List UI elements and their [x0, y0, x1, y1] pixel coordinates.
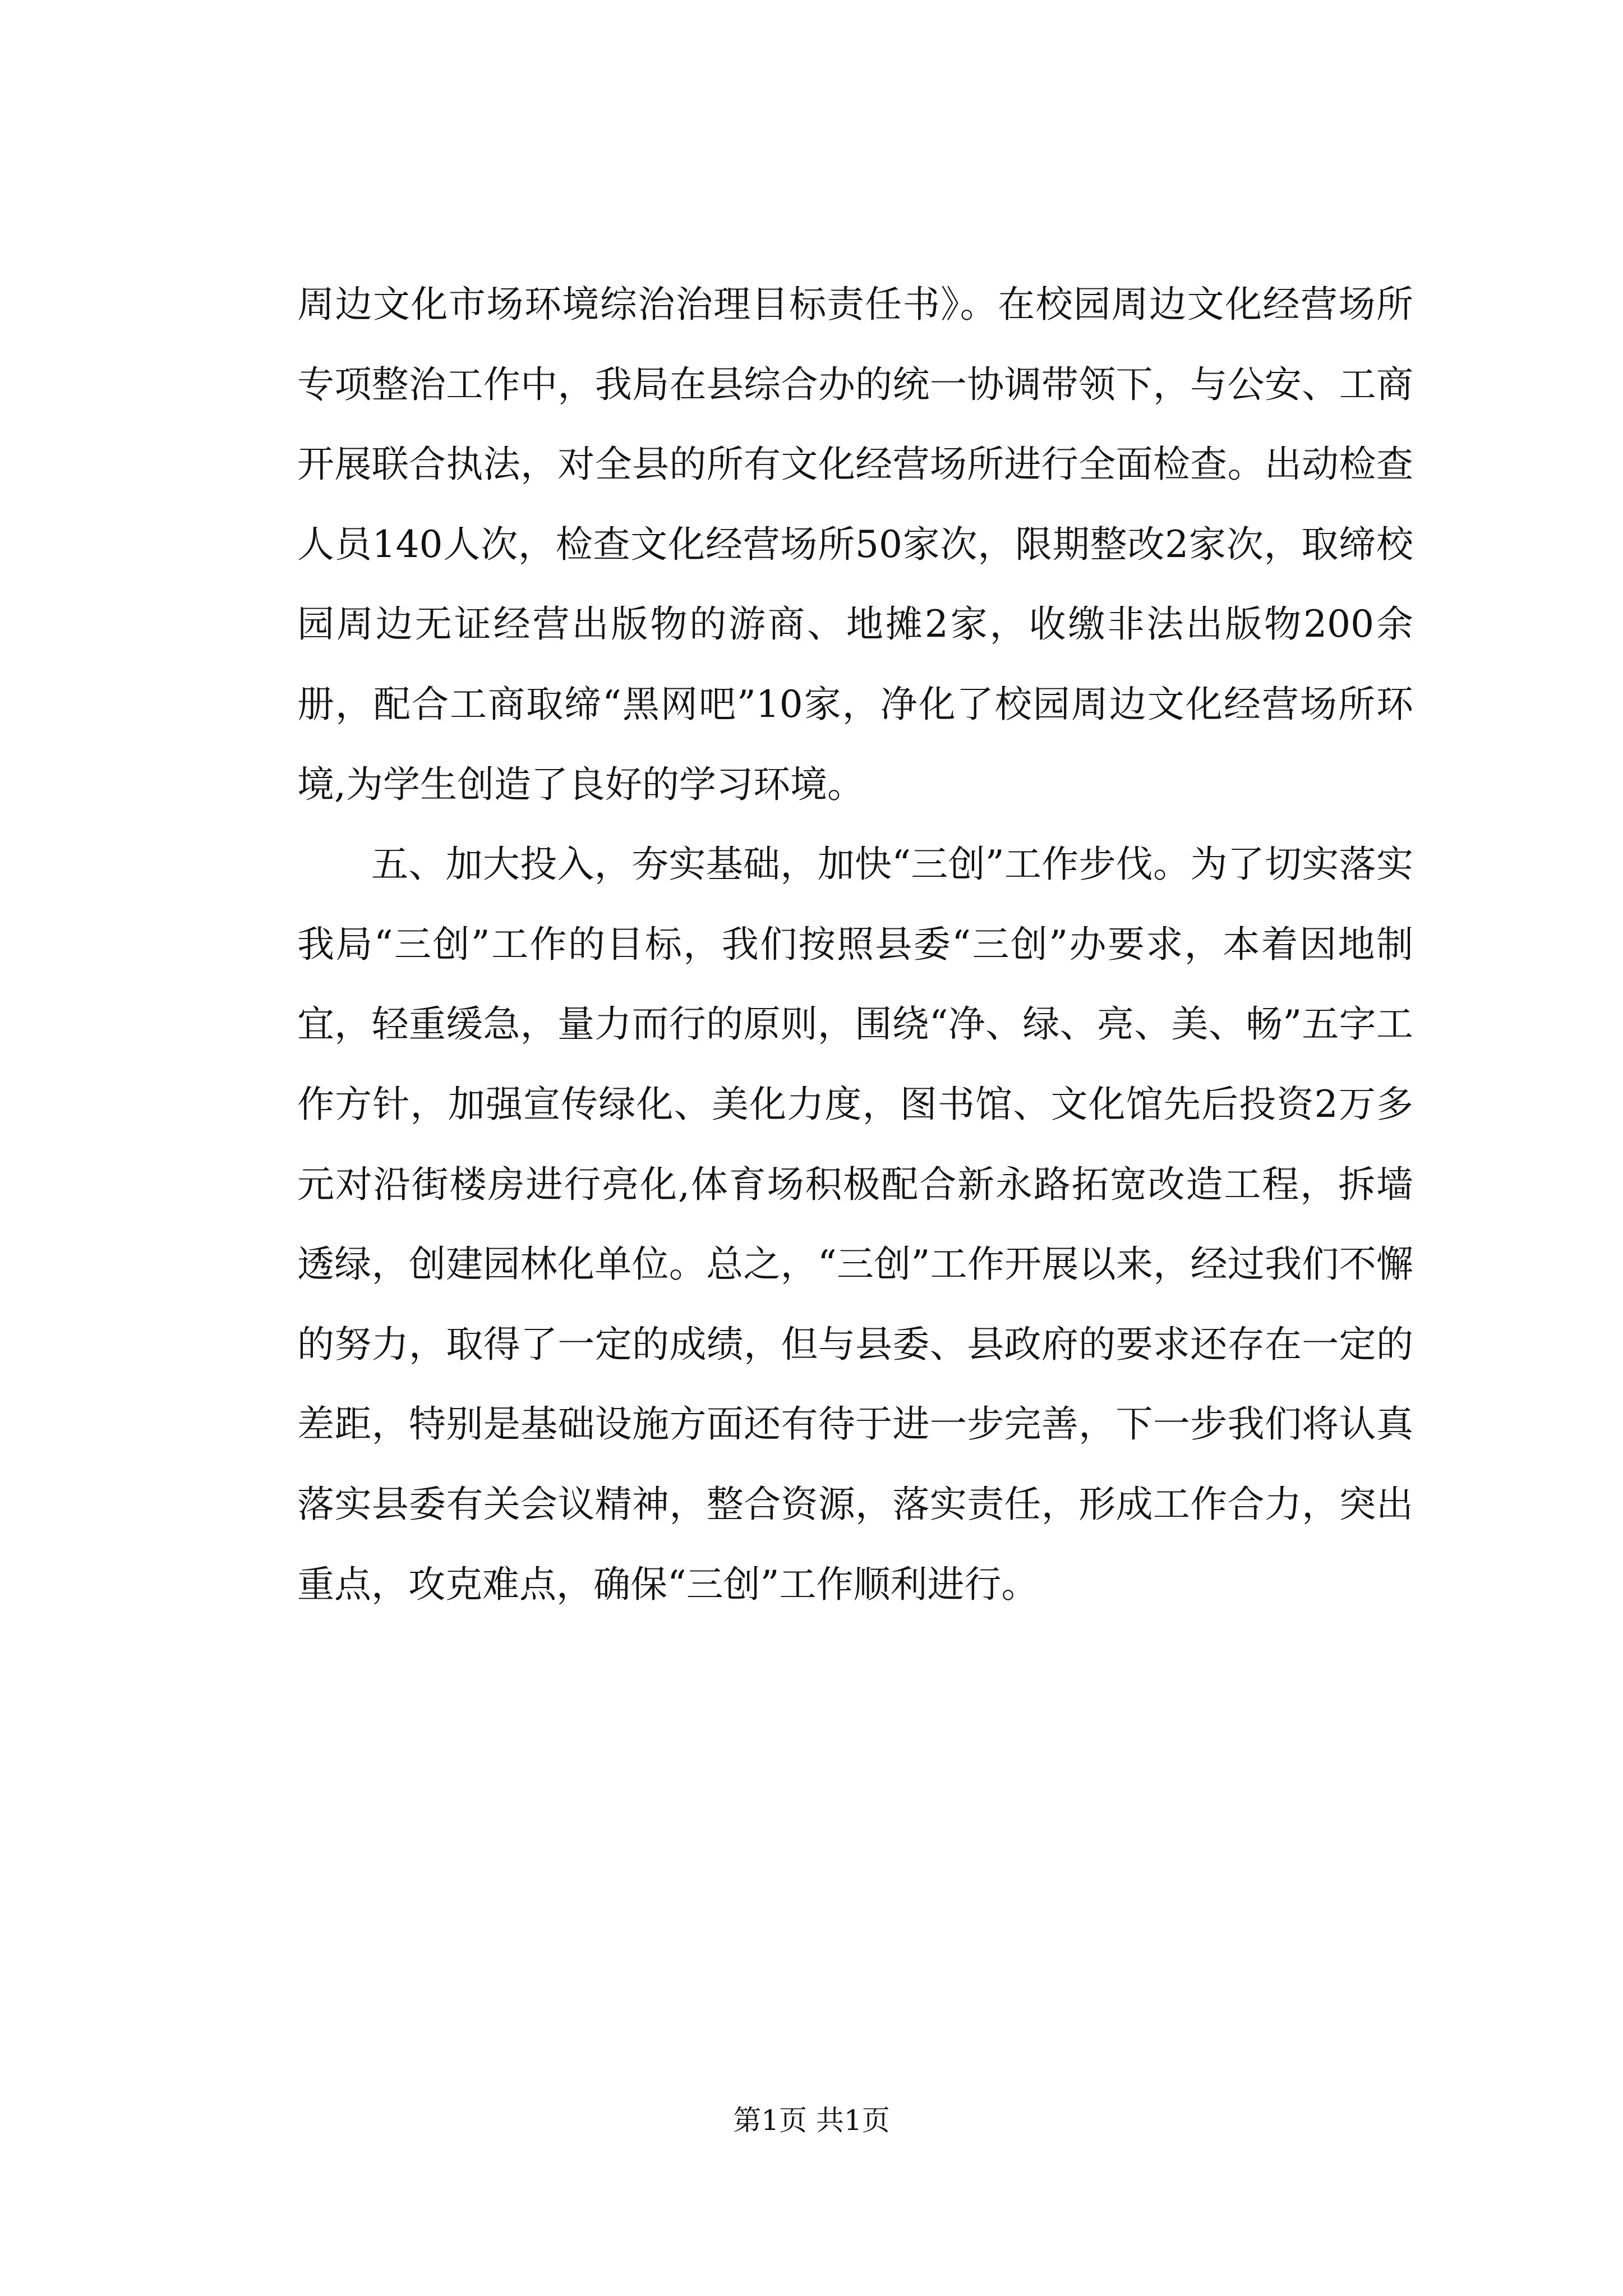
paragraph-continuation: 周边文化市场环境综治治理目标责任书》。在校园周边文化经营场所专项整治工作中，我局在县综合办的统一协调带领下，与公安、工商开展联合执法，对全县的所有文化经营场所进行全面检查。出动检查人员140人次，检查文化经营场所50家次，限期整改2家次，取缔校园周边无证经营出版物的游商、地摊2家，收缴非法出版物200余册，配合工商取缔“黑网吧”10家，净化了校园周边文化经营场所环境,为学生创造了良好的学习环境。 [297, 283, 1413, 806]
paragraph-section-five: 五、加大投入，夯实基础，加快“三创”工作步伐。为了切实落实我局“三创”工作的目标，我们按照县委“三创”办要求，本着因地制宜，轻重缓急，量力而行的原则，围绕“净、绿、亮、美、畅”五字工作方针，加强宣传绿化、美化力度，图书馆、文化馆先后投资2万多元对沿街楼房进行亮化,体育场积极配合新永路拓宽改造工程，拆墙透绿，创建园林化单位。总之，“三创”工作开展以来，经过我们不懈的努力，取得了一定的成绩，但与县委、县政府的要求还存在一定的差距，特别是基础设施方面还有待于进一步完善，下一步我们将认真落实县委有关会议精神，整合资源，落实责任，形成工作合力，突出重点，攻克难点，确保“三创”工作顺利进行。 [297, 843, 1413, 1606]
page-number-label: 第1页 共1页 [733, 2104, 890, 2137]
page-footer [0, 2104, 1623, 2137]
document-body [297, 265, 1413, 1625]
